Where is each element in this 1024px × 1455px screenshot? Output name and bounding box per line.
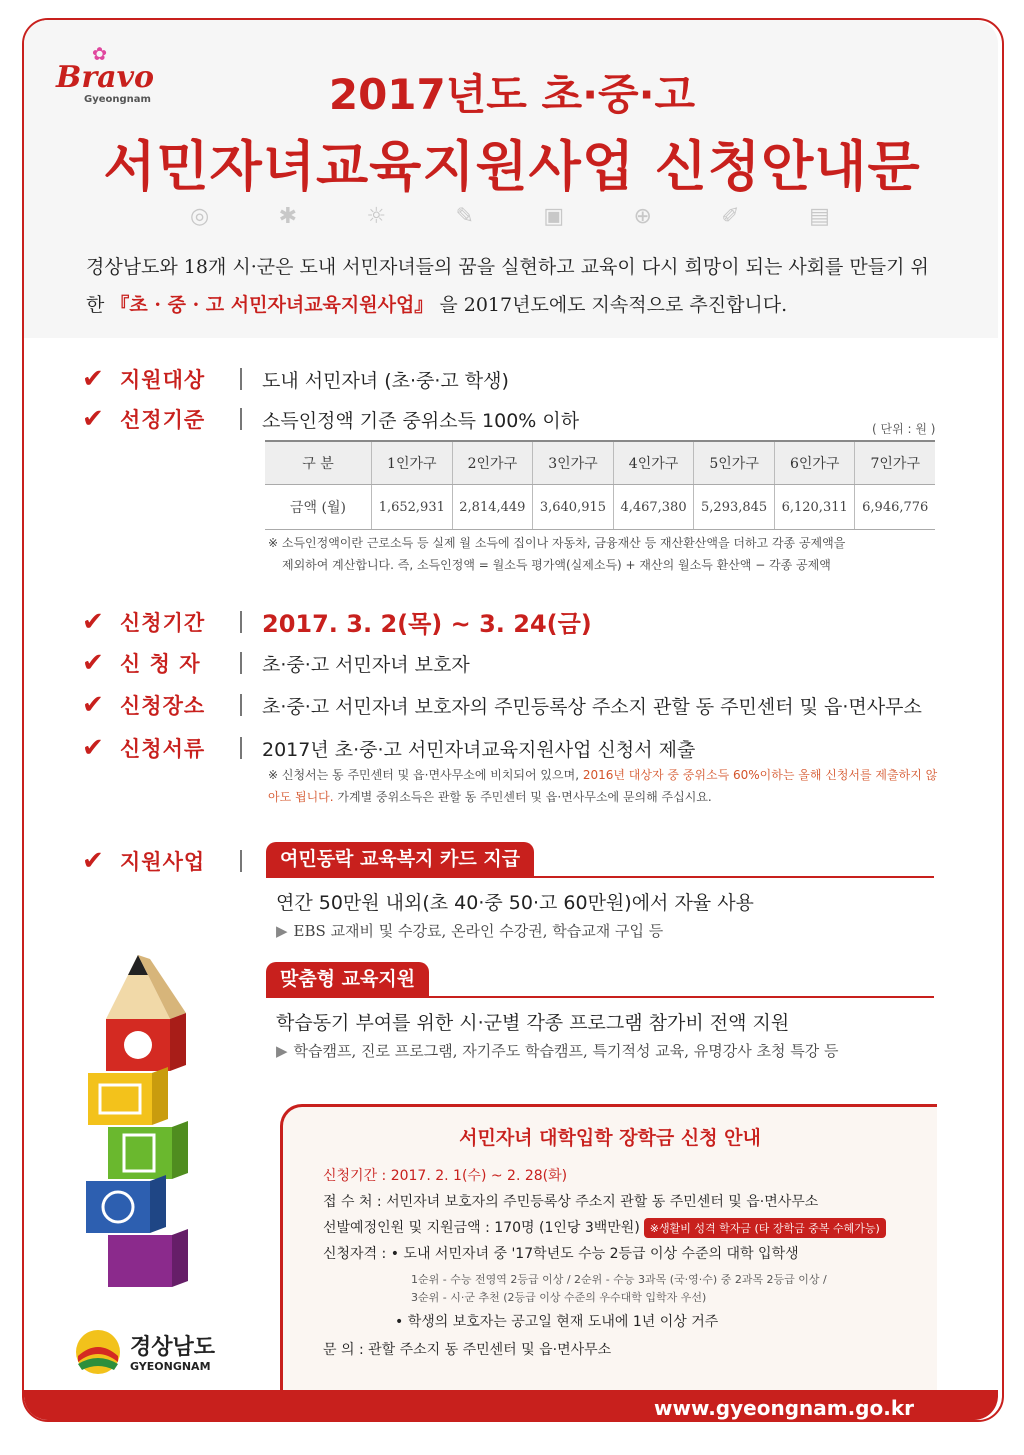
scholarship-amount — [323, 1217, 886, 1238]
intro-highlight: 『초 · 중 · 고 서민자녀교육지원사업』 — [110, 294, 434, 316]
scholarship-box — [280, 1104, 937, 1393]
check-icon: ✔ — [82, 606, 104, 637]
asterisk-icon: ✱ — [278, 204, 298, 229]
documents-note-b: 가계별 중위소득은 관할 동 주민센터 및 읍·면사무소에 문의해 주십시요. — [337, 790, 712, 804]
gyeongnam-logo — [74, 1328, 234, 1378]
row-program — [82, 846, 262, 876]
open-book-icon: ▤ — [809, 204, 830, 229]
card-section-header — [266, 842, 934, 878]
flower-icon: ✿ — [92, 44, 108, 65]
table-row — [265, 485, 935, 530]
org-sub: GYEONGNAM — [130, 1360, 211, 1373]
table-cell: 1,652,931 — [372, 485, 453, 530]
logo-sub: Gyeongnam — [84, 94, 151, 105]
label-program: 지원사업 — [120, 850, 206, 874]
value-support-target: 도내 서민자녀 (초·중·고 학생) — [262, 369, 509, 392]
scholarship-place: 접 수 처 : 서민자녀 보호자의 주민등록상 주소지 관할 동 주민센터 및 읍·면사무소 — [323, 1194, 819, 1210]
custom-desc: 학습동기 부여를 위한 시·군별 각종 프로그램 참가비 전액 지원 — [276, 1012, 790, 1034]
label-place: 신청장소 — [120, 694, 206, 718]
triangle-icon: ▶ — [276, 922, 288, 940]
table-cell: 6,946,776 — [855, 485, 935, 530]
card-detail — [276, 920, 663, 941]
check-icon: ✔ — [82, 404, 104, 434]
table-header-cell: 구 분 — [265, 441, 372, 485]
documents-note — [268, 764, 938, 808]
table-header-row — [265, 441, 935, 485]
decor-icon-row — [190, 204, 830, 229]
intro-part1: 경상남도와 18개 시·군은 도내 서민자녀들의 꿈을 실현하고 교육이 다시 희망이 되는 사회를 만들기 위한 — [86, 256, 929, 316]
table-header-cell: 6인가구 — [774, 441, 855, 485]
pen-icon: ✐ — [721, 204, 740, 229]
pencil-cubes-illustration — [78, 955, 198, 1290]
logo-text: Bravo — [56, 60, 155, 95]
divider — [240, 652, 242, 674]
film-icon: ◎ — [190, 204, 210, 229]
value-documents: 2017년 초·중·고 서민자녀교육지원사업 신청서 제출 — [262, 738, 696, 761]
note-icon: ✎ — [455, 204, 474, 229]
org-name: 경상남도 — [130, 1335, 216, 1360]
table-header-cell: 1인가구 — [372, 441, 453, 485]
divider — [240, 408, 242, 430]
label-criteria: 선정기준 — [120, 408, 206, 432]
title-line1: 2017년도 초·중·고 — [328, 70, 696, 119]
triangle-icon: ▶ — [276, 1042, 288, 1060]
page-title: 서민자녀교육지원사업 신청안내문 — [103, 135, 921, 198]
table-header-cell: 3인가구 — [533, 441, 614, 485]
divider — [240, 737, 242, 759]
table-cell: 2,814,449 — [452, 485, 533, 530]
row-period — [82, 604, 592, 639]
row-criteria — [82, 404, 579, 434]
custom-section-header — [266, 962, 934, 998]
divider — [240, 611, 242, 633]
custom-detail-text: 학습캠프, 진로 프로그램, 자기주도 학습캠프, 특기적성 교육, 유명강사 초청 특강 등 — [293, 1042, 839, 1060]
check-icon: ✔ — [82, 648, 104, 678]
scholarship-title: 서민자녀 대학입학 장학금 신청 안내 — [459, 1127, 761, 1149]
label-applicant: 신 청 자 — [120, 652, 201, 676]
label-support-target: 지원대상 — [120, 368, 206, 392]
table-cell: 4,467,380 — [613, 485, 694, 530]
card-detail-text: EBS 교재비 및 수강료, 온라인 수강권, 학습교재 구입 등 — [293, 922, 664, 940]
card-desc: 연간 50만원 내외(초 40·중 50·고 60만원)에서 자율 사용 — [276, 892, 754, 914]
divider — [240, 694, 242, 716]
scholarship-inquiry: 문 의 : 관할 주소지 동 주민센터 및 읍·면사무소 — [323, 1342, 612, 1358]
income-table — [265, 440, 935, 530]
documents-note-a: ※ 신청서는 동 주민센터 및 읍·면사무소에 비치되어 있으며, — [268, 768, 580, 782]
label-documents: 신청서류 — [120, 737, 206, 761]
globe-icon: ⊕ — [633, 204, 652, 229]
intro-part2: 을 2017년도에도 지속적으로 추진합니다. — [439, 294, 788, 316]
scholarship-period-text: 신청기간 : 2017. 2. 1(수) ~ 2. 28(화) — [323, 1168, 568, 1184]
check-icon: ✔ — [82, 364, 104, 394]
intro-text — [86, 248, 946, 324]
table-header-cell: 5인가구 — [694, 441, 775, 485]
card-title: 여민동락 교육복지 카드 지급 — [266, 842, 534, 876]
scholarship-period — [323, 1165, 567, 1185]
book-icon: ▣ — [543, 204, 565, 229]
scholarship-resident: • 학생의 보호자는 공고일 현재 도내에 1년 이상 거주 — [395, 1314, 719, 1330]
table-row-label: 금액 (월) — [265, 485, 372, 530]
check-icon: ✔ — [82, 733, 104, 763]
check-icon: ✔ — [82, 690, 104, 720]
table-cell: 5,293,845 — [694, 485, 775, 530]
custom-title: 맞춤형 교육지원 — [266, 962, 429, 996]
bulb-icon: ☼ — [366, 204, 387, 229]
label-period: 신청기간 — [120, 610, 206, 635]
value-period: 2017. 3. 2(목) ~ 3. 24(금) — [262, 610, 592, 638]
check-icon: ✔ — [82, 846, 104, 876]
value-applicant: 초·중·고 서민자녀 보호자 — [262, 653, 470, 676]
row-support-target — [82, 364, 509, 394]
gyeongnam-emblem-icon — [74, 1328, 122, 1376]
income-note-line2: 제외하여 계산합니다. 즉, 소득인정액 = 월소득 평가액(실제소득) + 재산의 월소득 환산액 − 각종 공제액 — [282, 558, 831, 572]
row-place — [82, 690, 922, 720]
custom-detail — [276, 1040, 838, 1061]
scholarship-badge: ※생활비 성격 학자금 (타 장학금 중복 수혜가능) — [644, 1218, 886, 1238]
documents-note-red: 2016년 대상자 중 중위소득 60%이하는 올해 신청서를 제출하지 않아도 됩니다. — [268, 768, 938, 804]
table-cell: 3,640,915 — [533, 485, 614, 530]
table-header-cell: 4인가구 — [613, 441, 694, 485]
scholarship-rank1: 1순위 - 수능 전영역 2등급 이상 / 2순위 - 수능 3과목 (국·영·수) 중 2과목 2등급 이상 / — [411, 1273, 827, 1286]
unit-label: ( 단위 : 원 ) — [872, 422, 936, 436]
scholarship-qual: 신청자격 : • 도내 서민자녀 중 '17학년도 수능 2등급 이상 수준의 대학 입학생 — [323, 1246, 799, 1262]
table-cell: 6,120,311 — [774, 485, 855, 530]
income-note-line1: ※ 소득인정액이란 근로소득 등 실제 월 소득에 집이나 자동차, 금융재산 등 재산환산액을 더하고 각종 공제액을 — [268, 536, 846, 550]
table-header-cell: 2인가구 — [452, 441, 533, 485]
value-criteria: 소득인정액 기준 중위소득 100% 이하 — [262, 409, 580, 432]
footer-url-link[interactable]: www.gyeongnam.go.kr — [654, 1396, 914, 1420]
income-note — [268, 532, 845, 576]
scholarship-amount-text: 선발예정인원 및 지원금액 : 170명 (1인당 3백만원) — [323, 1220, 640, 1236]
table-header-cell: 7인가구 — [855, 441, 935, 485]
divider — [240, 850, 242, 872]
divider — [240, 368, 242, 390]
row-documents — [82, 733, 695, 763]
row-applicant — [82, 648, 470, 678]
scholarship-rank2: 3순위 - 시·군 추천 (2등급 이상 수준의 우수대학 입학자 우선) — [411, 1291, 707, 1304]
value-place: 초·중·고 서민자녀 보호자의 주민등록상 주소지 관할 동 주민센터 및 읍·면사무소 — [262, 695, 922, 718]
